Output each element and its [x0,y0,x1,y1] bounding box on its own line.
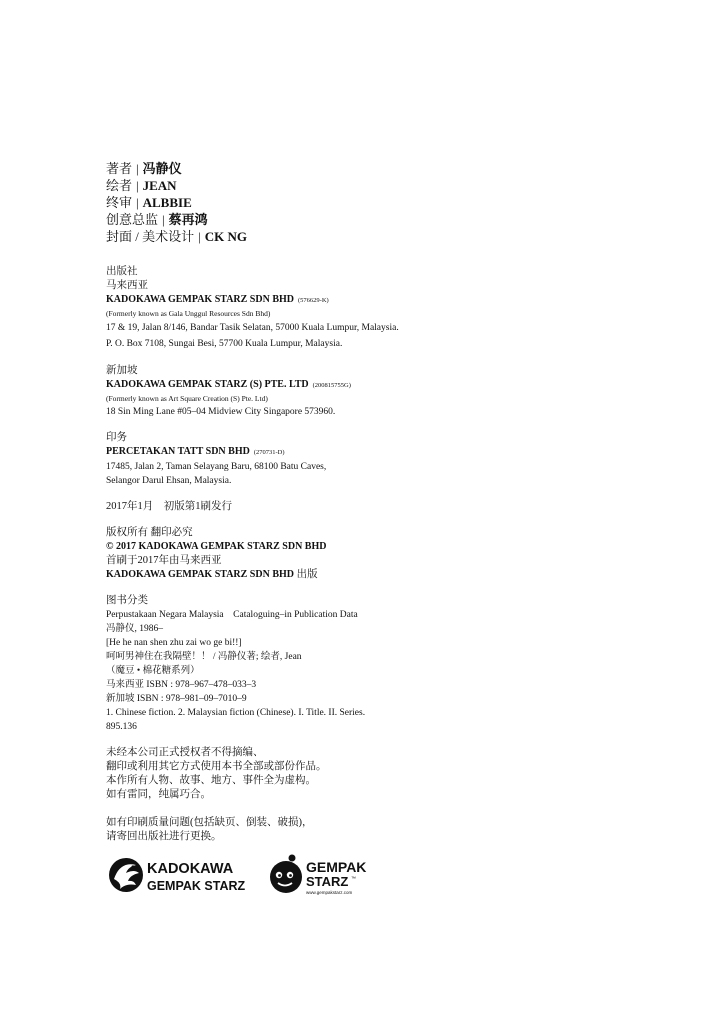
copyright-line-1: 版权所有 翻印必究 [106,527,193,538]
printer-address-1: 17485, Jalan 2, Taman Selayang Baru, 68100 Batu Caves, [106,462,327,472]
publisher-formerly: (Formerly known as Gala Unggul Resources Sdn Bhd) [106,309,271,318]
copyright-line-2: © 2017 KADOKAWA GEMPAK STARZ SDN BHD [106,541,327,552]
printer-address-2: Selangor Darul Ehsan, Malaysia. [106,476,232,486]
quality-block [106,816,666,844]
publisher-address-1: 17 & 19, Jalan 8/146, Bandar Tasik Selatan, 57000 Kuala Lumpur, Malaysia. [106,323,399,333]
trademark-mark: ™ [351,876,356,882]
cip-heading: 图书分类 [106,595,148,606]
cip-line: 1. Chinese fiction. 2. Malaysian fiction (Chinese). I. Title. II. Series. [106,708,366,718]
edition-line: 2017年1月 初版第1刷发行 [106,501,232,512]
cip-line: 冯静仪, 1986– [106,624,164,634]
publisher-name-line: KADOKAWA GEMPAK STARZ SDN BHD (576629-K) [106,294,329,305]
singapore-block [106,364,666,419]
singapore-formerly: (Formerly known as Art Square Creation (S) Pte. Ltd) [106,394,268,403]
quality-line: 请寄回出版社进行更换。 [106,831,222,842]
credit-cover-design: 封面 / 美术设计 | CK NG [106,229,247,244]
printer-block [106,431,666,488]
credits [106,160,666,245]
publisher-logos [106,853,406,903]
cip-line: [He he nan shen zhu zai wo ge bi!!] [106,638,242,648]
notice-line: 如有雷同，纯属巧合。 [106,789,211,800]
copyright-block [106,526,666,582]
cip-line: Perpustakaan Negara Malaysia Cataloguing–in Publication Data [106,610,358,620]
cip-line: 新加坡 ISBN : 978–981–09–7010–9 [106,694,247,704]
copyright-line-3: 首刷于2017年由马来西亚 [106,555,222,566]
publisher-block [106,265,666,352]
cip-line: 895.136 [106,722,137,732]
cip-line: 呵呵男神住在我隔壁！！ / 冯静仪著; 绘者, Jean [106,652,302,662]
singapore-address: 18 Sin Ming Lane #05–04 Midview City Singapore 573960. [106,407,336,417]
publisher-country: 马来西亚 [106,280,148,291]
notice-block [106,746,666,802]
credit-creative-director: 创意总监 | 蔡再鸿 [106,212,208,227]
quality-line: 如有印刷质量问题(包括缺页、倒装、破损)， [106,817,313,828]
mascot-icon [270,855,302,894]
cip-line: 马来西亚 ISBN : 978–967–478–033–3 [106,680,257,690]
credit-illustrator: 绘者 | JEAN [106,178,177,193]
publisher-address-2: P. O. Box 7108, Sungai Besi, 57700 Kuala Lumpur, Malaysia. [106,339,343,349]
publisher-heading: 出版社 [106,266,138,277]
notice-line: 未经本公司正式授权者不得摘编、 [106,747,264,758]
gempak-text: GEMPAK [306,859,367,875]
cip-line: （魔豆 • 棉花糖系列） [106,666,200,676]
kadokawa-text: KADOKAWA [147,861,234,877]
singapore-heading: 新加坡 [106,365,138,376]
kadokawa-gempak-starz-logo [106,853,246,897]
gempak-starz-logo [268,853,388,897]
credit-author: 著者 | 冯静仪 [106,161,182,176]
copyright-page [106,160,666,844]
singapore-name-line: KADOKAWA GEMPAK STARZ (S) PTE. LTD (200815755G) [106,379,351,390]
credit-final-review: 终审 | ALBBIE [106,195,192,210]
gempak-url: www.gempakstarz.com [306,890,353,895]
starz-text: STARZ [306,874,349,889]
notice-line: 翻印或利用其它方式使用本书全部或部份作品。 [106,761,327,772]
printer-name-line: PERCETAKAN TATT SDN BHD (270731-D) [106,446,285,457]
copyright-line-4: KADOKAWA GEMPAK STARZ SDN BHD 出版 [106,569,318,580]
gempak-starz-text: GEMPAK STARZ [147,879,246,893]
cip-block [106,594,666,734]
phoenix-icon [109,858,143,892]
notice-line: 本作所有人物、故事、地方、事件全为虚构。 [106,775,316,786]
printer-heading: 印务 [106,432,127,443]
